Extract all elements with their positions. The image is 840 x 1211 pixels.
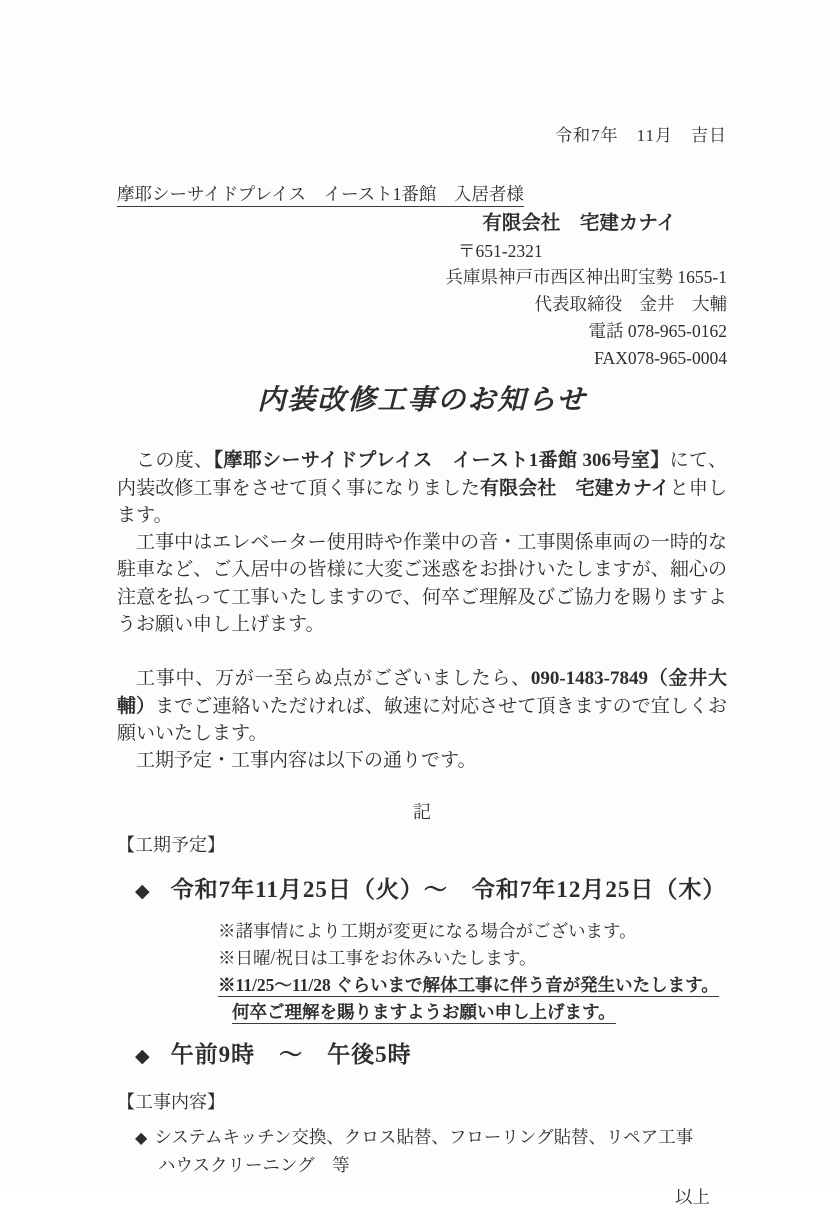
schedule-notes (218, 918, 727, 1026)
work-hours-line (117, 1038, 727, 1074)
sender-representative: 代表取締役 金井 大輔 (534, 294, 727, 315)
work-content-line-1 (117, 1124, 727, 1152)
p3-lead: 工事中、万が一至らぬ点がございましたら、 (136, 668, 531, 690)
p1-tail: と申します。 (117, 477, 727, 526)
p1-property-name: 【摩耶シーサイドプレイス イースト1番館 306号室】 (213, 450, 670, 472)
sender-company-name: 有限会社 宅建カナイ (482, 213, 676, 234)
p3-contact-phone: 090-1483-7849（金井大輔） (117, 668, 727, 717)
diamond-bullet-icon: ◆ (135, 1130, 148, 1148)
note-holiday-rest: ※日曜/祝日は工事をお休みいたします。 (218, 948, 537, 969)
sender-phone: 電話 078-965-0162 (588, 320, 727, 341)
schedule-section-heading: 【工期予定】 (117, 835, 225, 856)
paragraph-apology: 工事中はエレベーター使用時や作業中の音・工事関係車両の一時的な駐車など、ご入居中の皆様に大変ご迷惑をお掛けいたしますが、細心の注意を払って工事いたしますので、何卒ご理解及びご協力を賜りますようお願い申し上げます。 (117, 532, 727, 635)
p3-tail: までご連絡いただければ、敏速に対応させて頂きますので宜しくお願いいたします。 (117, 695, 727, 744)
work-content-items: システムキッチン交換、クロス貼替、フローリング貼替、リペア工事 (154, 1127, 694, 1148)
sender-fax: FAX078-965-0004 (594, 347, 727, 368)
sender-block (117, 211, 727, 371)
work-hours: 午前9時 ～ 午後5時 (170, 1042, 412, 1068)
sender-postal-code: 〒651-2321 (458, 240, 543, 261)
body-text (117, 447, 727, 774)
diamond-bullet-icon: ◆ (135, 881, 151, 903)
work-content-section-heading: 【工事内容】 (117, 1092, 225, 1113)
sender-address: 兵庫県神戸市西区神出町宝勢 1655-1 (445, 267, 727, 288)
work-content-line-2 (117, 1152, 727, 1178)
p1-company-name: 有限会社 宅建カナイ (480, 477, 670, 499)
p1-lead: この度、 (136, 450, 214, 472)
work-content-items-continued: ハウスクリーニング 等 (158, 1155, 350, 1176)
schedule-period-line (117, 873, 727, 909)
paragraph-introduction (117, 447, 727, 529)
note-demolition-noise: ※11/25～11/28 ぐらいまで解体工事に伴う音が発生いたします。 (218, 975, 719, 996)
paragraph-contact (117, 665, 727, 747)
schedule-period: 令和7年11月25日（火）～ 令和7年12月25日（木） (170, 877, 727, 903)
closing-marker: 以上 (675, 1187, 710, 1208)
document-title: 内装改修工事のお知らせ (257, 385, 587, 417)
diamond-bullet-icon: ◆ (135, 1046, 151, 1068)
note-schedule-change: ※諸事情により工期が変更になる場合がございます。 (218, 921, 637, 942)
addressee-name: 摩耶シーサイドプレイス イースト1番館 入居者様 (117, 184, 524, 207)
paragraph-schedule-intro: 工期予定・工事内容は以下の通りです。 (136, 750, 477, 772)
p1-mid: にて、内装改修工事をさせて頂く事になりました (117, 450, 727, 499)
addressee-line (117, 181, 727, 208)
date-line: 令和7年 11月 吉日 (555, 126, 727, 145)
note-understanding-request: 何卒ご理解を賜りますようお願い申し上げます。 (232, 1002, 616, 1023)
record-marker: 記 (413, 802, 431, 823)
